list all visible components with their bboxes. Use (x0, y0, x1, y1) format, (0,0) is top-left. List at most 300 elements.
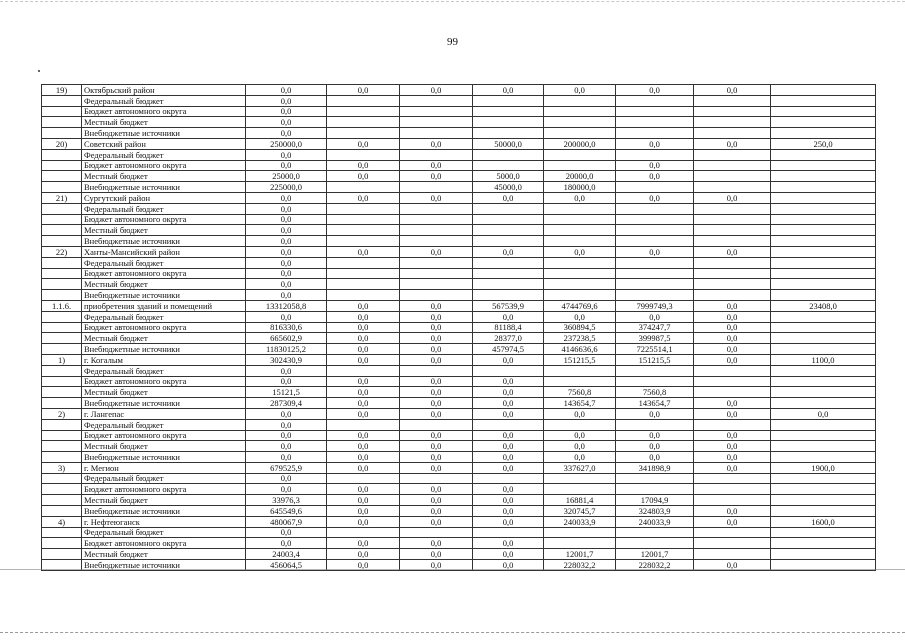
value-cell-3: 0,0 (400, 333, 473, 344)
value-cell-3 (400, 268, 473, 279)
value-cell-3 (400, 117, 473, 128)
value-cell-6 (616, 203, 694, 214)
table-row (42, 311, 876, 322)
value-cell-8: 0,0 (771, 408, 876, 419)
value-cell-8 (771, 117, 876, 128)
value-cell-2: 0,0 (327, 484, 400, 495)
value-cell-4 (473, 214, 544, 225)
value-cell-7 (694, 484, 771, 495)
value-cell-7 (694, 214, 771, 225)
value-cell-5: 0,0 (544, 430, 616, 441)
value-cell-8 (771, 106, 876, 117)
table-row (42, 160, 876, 171)
value-cell-1: 0,0 (246, 279, 327, 290)
value-cell-2: 0,0 (327, 85, 400, 96)
value-cell-8 (771, 311, 876, 322)
value-cell-1: 0,0 (246, 473, 327, 484)
value-cell-1: 0,0 (246, 117, 327, 128)
value-cell-8 (771, 506, 876, 517)
value-cell-2 (327, 268, 400, 279)
table-row (42, 214, 876, 225)
value-cell-7: 0,0 (694, 430, 771, 441)
value-cell-2: 0,0 (327, 376, 400, 387)
value-cell-8 (771, 473, 876, 484)
value-cell-1: 480067,9 (246, 516, 327, 527)
table-row (42, 376, 876, 387)
bottom-scan-rule (0, 632, 905, 633)
table-row (42, 527, 876, 538)
value-cell-6 (616, 95, 694, 106)
value-cell-4: 0,0 (473, 506, 544, 517)
row-label-cell: Федеральный бюджет (82, 365, 246, 376)
value-cell-2 (327, 473, 400, 484)
value-cell-1: 0,0 (246, 452, 327, 463)
row-label-cell: Бюджет автономного округа (82, 430, 246, 441)
table-row (42, 462, 876, 473)
row-label-cell: Местный бюджет (82, 279, 246, 290)
value-cell-8 (771, 441, 876, 452)
value-cell-7: 0,0 (694, 560, 771, 571)
table-row (42, 85, 876, 96)
value-cell-5 (544, 279, 616, 290)
row-number-cell (42, 322, 82, 333)
row-number-cell (42, 452, 82, 463)
value-cell-5 (544, 268, 616, 279)
value-cell-6: 0,0 (616, 138, 694, 149)
table-row (42, 117, 876, 128)
value-cell-8 (771, 419, 876, 430)
budget-table (41, 84, 876, 571)
value-cell-3 (400, 128, 473, 139)
value-cell-4: 81188,4 (473, 322, 544, 333)
value-cell-3: 0,0 (400, 462, 473, 473)
value-cell-3: 0,0 (400, 516, 473, 527)
row-number-cell (42, 214, 82, 225)
table-row (42, 495, 876, 506)
row-label-cell: Федеральный бюджет (82, 473, 246, 484)
row-label-cell: Бюджет автономного округа (82, 268, 246, 279)
value-cell-7 (694, 419, 771, 430)
row-number-cell (42, 149, 82, 160)
value-cell-3 (400, 419, 473, 430)
value-cell-8 (771, 290, 876, 301)
value-cell-1: 0,0 (246, 430, 327, 441)
row-label-cell: Бюджет автономного округа (82, 106, 246, 117)
value-cell-7 (694, 203, 771, 214)
value-cell-8 (771, 171, 876, 182)
value-cell-1: 0,0 (246, 419, 327, 430)
value-cell-8 (771, 387, 876, 398)
value-cell-6 (616, 419, 694, 430)
value-cell-1: 0,0 (246, 290, 327, 301)
value-cell-7 (694, 473, 771, 484)
value-cell-4: 0,0 (473, 560, 544, 571)
value-cell-7: 0,0 (694, 85, 771, 96)
table-row (42, 419, 876, 430)
value-cell-2: 0,0 (327, 333, 400, 344)
value-cell-2: 0,0 (327, 430, 400, 441)
value-cell-8 (771, 268, 876, 279)
row-number-cell (42, 95, 82, 106)
value-cell-7 (694, 95, 771, 106)
table-row (42, 279, 876, 290)
value-cell-3: 0,0 (400, 160, 473, 171)
value-cell-8 (771, 225, 876, 236)
value-cell-5: 0,0 (544, 85, 616, 96)
value-cell-5: 4744769,6 (544, 300, 616, 311)
value-cell-3 (400, 106, 473, 117)
table-row (42, 473, 876, 484)
row-number-cell (42, 387, 82, 398)
row-label-cell: Внебюджетные источники (82, 398, 246, 409)
row-label-cell: Федеральный бюджет (82, 203, 246, 214)
value-cell-5: 143654,7 (544, 398, 616, 409)
value-cell-6: 0,0 (616, 441, 694, 452)
value-cell-1: 250000,0 (246, 138, 327, 149)
row-label-cell: Бюджет автономного округа (82, 376, 246, 387)
value-cell-3 (400, 236, 473, 247)
page-number: 99 (447, 36, 458, 48)
value-cell-8 (771, 85, 876, 96)
value-cell-7: 0,0 (694, 311, 771, 322)
value-cell-7: 0,0 (694, 138, 771, 149)
row-number-cell (42, 225, 82, 236)
value-cell-3: 0,0 (400, 538, 473, 549)
row-label-cell: Октябрьский район (82, 85, 246, 96)
value-cell-4 (473, 95, 544, 106)
value-cell-5 (544, 236, 616, 247)
row-label-cell: г. Когалым (82, 354, 246, 365)
value-cell-5 (544, 376, 616, 387)
row-number-cell (42, 398, 82, 409)
table-row (42, 549, 876, 560)
value-cell-4: 45000,0 (473, 182, 544, 193)
row-number-cell (42, 279, 82, 290)
value-cell-3: 0,0 (400, 300, 473, 311)
value-cell-3 (400, 225, 473, 236)
value-cell-1: 0,0 (246, 268, 327, 279)
row-number-cell: 1) (42, 354, 82, 365)
value-cell-2: 0,0 (327, 516, 400, 527)
value-cell-8 (771, 246, 876, 257)
value-cell-3: 0,0 (400, 484, 473, 495)
value-cell-4: 0,0 (473, 549, 544, 560)
table-row (42, 516, 876, 527)
value-cell-7: 0,0 (694, 354, 771, 365)
value-cell-6: 0,0 (616, 452, 694, 463)
value-cell-5: 0,0 (544, 452, 616, 463)
row-number-cell (42, 311, 82, 322)
value-cell-6: 0,0 (616, 246, 694, 257)
value-cell-5: 240033,9 (544, 516, 616, 527)
value-cell-2: 0,0 (327, 300, 400, 311)
value-cell-4: 0,0 (473, 495, 544, 506)
value-cell-1: 816330,6 (246, 322, 327, 333)
value-cell-6 (616, 376, 694, 387)
value-cell-5 (544, 203, 616, 214)
row-number-cell (42, 160, 82, 171)
value-cell-2 (327, 257, 400, 268)
value-cell-8 (771, 149, 876, 160)
row-label-cell: Бюджет автономного округа (82, 160, 246, 171)
table-row (42, 344, 876, 355)
value-cell-1: 665602,9 (246, 333, 327, 344)
table-row (42, 430, 876, 441)
value-cell-4 (473, 225, 544, 236)
value-cell-7 (694, 365, 771, 376)
value-cell-1: 0,0 (246, 203, 327, 214)
value-cell-8 (771, 365, 876, 376)
value-cell-7: 0,0 (694, 398, 771, 409)
value-cell-1: 0,0 (246, 149, 327, 160)
row-label-cell: Местный бюджет (82, 495, 246, 506)
value-cell-7 (694, 279, 771, 290)
row-number-cell: 19) (42, 85, 82, 96)
value-cell-2 (327, 527, 400, 538)
value-cell-3: 0,0 (400, 506, 473, 517)
value-cell-4: 0,0 (473, 408, 544, 419)
value-cell-7 (694, 117, 771, 128)
table-row (42, 128, 876, 139)
table-row (42, 387, 876, 398)
row-number-cell: 4) (42, 516, 82, 527)
row-number-cell: 2) (42, 408, 82, 419)
value-cell-4: 50000,0 (473, 138, 544, 149)
value-cell-5: 12001,7 (544, 549, 616, 560)
value-cell-8 (771, 398, 876, 409)
value-cell-2 (327, 95, 400, 106)
value-cell-4 (473, 106, 544, 117)
value-cell-1: 0,0 (246, 257, 327, 268)
row-label-cell: Федеральный бюджет (82, 95, 246, 106)
value-cell-8 (771, 160, 876, 171)
row-number-cell (42, 344, 82, 355)
value-cell-1: 24003,4 (246, 549, 327, 560)
row-number-cell (42, 473, 82, 484)
value-cell-5 (544, 128, 616, 139)
value-cell-8 (771, 333, 876, 344)
row-label-cell: Местный бюджет (82, 117, 246, 128)
value-cell-8: 1100,0 (771, 354, 876, 365)
table-row (42, 225, 876, 236)
value-cell-4 (473, 128, 544, 139)
value-cell-3 (400, 257, 473, 268)
value-cell-6: 0,0 (616, 85, 694, 96)
value-cell-3 (400, 203, 473, 214)
row-label-cell: Внебюджетные источники (82, 182, 246, 193)
value-cell-1: 25000,0 (246, 171, 327, 182)
row-number-cell (42, 290, 82, 301)
row-label-cell: Местный бюджет (82, 171, 246, 182)
value-cell-2: 0,0 (327, 495, 400, 506)
value-cell-4: 0,0 (473, 85, 544, 96)
value-cell-2: 0,0 (327, 506, 400, 517)
value-cell-3 (400, 365, 473, 376)
value-cell-7: 0,0 (694, 246, 771, 257)
value-cell-3: 0,0 (400, 85, 473, 96)
value-cell-6: 143654,7 (616, 398, 694, 409)
value-cell-1: 302430,9 (246, 354, 327, 365)
value-cell-2: 0,0 (327, 462, 400, 473)
value-cell-6 (616, 268, 694, 279)
value-cell-6: 151215,5 (616, 354, 694, 365)
value-cell-8 (771, 484, 876, 495)
value-cell-3: 0,0 (400, 344, 473, 355)
value-cell-5: 151215,5 (544, 354, 616, 365)
value-cell-2 (327, 203, 400, 214)
row-label-cell: г. Нефтеюганск (82, 516, 246, 527)
table-body (42, 85, 876, 571)
table-row (42, 398, 876, 409)
row-number-cell: 21) (42, 192, 82, 203)
value-cell-4: 0,0 (473, 452, 544, 463)
row-number-cell (42, 506, 82, 517)
row-number-cell: 20) (42, 138, 82, 149)
value-cell-6 (616, 236, 694, 247)
value-cell-4 (473, 279, 544, 290)
value-cell-6 (616, 290, 694, 301)
value-cell-2 (327, 365, 400, 376)
value-cell-4: 5000,0 (473, 171, 544, 182)
value-cell-5 (544, 95, 616, 106)
value-cell-1: 0,0 (246, 85, 327, 96)
value-cell-2 (327, 149, 400, 160)
row-label-cell: Федеральный бюджет (82, 311, 246, 322)
value-cell-1: 15121,5 (246, 387, 327, 398)
row-number-cell (42, 527, 82, 538)
value-cell-2: 0,0 (327, 138, 400, 149)
value-cell-5: 4146636,6 (544, 344, 616, 355)
value-cell-1: 0,0 (246, 225, 327, 236)
value-cell-6 (616, 182, 694, 193)
value-cell-1: 0,0 (246, 527, 327, 538)
value-cell-6: 0,0 (616, 311, 694, 322)
value-cell-6 (616, 365, 694, 376)
value-cell-8 (771, 128, 876, 139)
row-label-cell: Федеральный бюджет (82, 149, 246, 160)
value-cell-4: 0,0 (473, 387, 544, 398)
value-cell-5: 320745,7 (544, 506, 616, 517)
value-cell-2 (327, 279, 400, 290)
row-label-cell: Внебюджетные источники (82, 452, 246, 463)
value-cell-7: 0,0 (694, 322, 771, 333)
value-cell-1: 0,0 (246, 128, 327, 139)
value-cell-5: 237238,5 (544, 333, 616, 344)
value-cell-4 (473, 473, 544, 484)
value-cell-2: 0,0 (327, 246, 400, 257)
value-cell-5 (544, 106, 616, 117)
value-cell-5: 0,0 (544, 311, 616, 322)
value-cell-6: 7225514,1 (616, 344, 694, 355)
value-cell-2: 0,0 (327, 160, 400, 171)
value-cell-4: 28377,0 (473, 333, 544, 344)
value-cell-2 (327, 182, 400, 193)
table-row (42, 257, 876, 268)
value-cell-8 (771, 95, 876, 106)
row-label-cell: Внебюджетные источники (82, 290, 246, 301)
value-cell-4 (473, 160, 544, 171)
value-cell-6: 0,0 (616, 408, 694, 419)
value-cell-6: 228032,2 (616, 560, 694, 571)
value-cell-3 (400, 473, 473, 484)
row-label-cell: Сургутский район (82, 192, 246, 203)
value-cell-1: 0,0 (246, 160, 327, 171)
row-number-cell (42, 549, 82, 560)
value-cell-6: 240033,9 (616, 516, 694, 527)
value-cell-5 (544, 160, 616, 171)
value-cell-5: 20000,0 (544, 171, 616, 182)
row-label-cell: Федеральный бюджет (82, 257, 246, 268)
value-cell-5: 200000,0 (544, 138, 616, 149)
value-cell-2: 0,0 (327, 441, 400, 452)
value-cell-3: 0,0 (400, 354, 473, 365)
table-row (42, 182, 876, 193)
value-cell-7 (694, 128, 771, 139)
value-cell-4 (473, 268, 544, 279)
value-cell-3 (400, 149, 473, 160)
row-number-cell (42, 236, 82, 247)
table-row (42, 354, 876, 365)
value-cell-7: 0,0 (694, 408, 771, 419)
value-cell-8: 23408,0 (771, 300, 876, 311)
row-number-cell (42, 203, 82, 214)
row-number-cell (42, 182, 82, 193)
value-cell-1: 13312058,8 (246, 300, 327, 311)
value-cell-2 (327, 214, 400, 225)
value-cell-2 (327, 419, 400, 430)
row-number-cell (42, 430, 82, 441)
value-cell-3: 0,0 (400, 549, 473, 560)
table-row (42, 171, 876, 182)
row-label-cell: Внебюджетные источники (82, 128, 246, 139)
value-cell-3: 0,0 (400, 560, 473, 571)
table-row (42, 408, 876, 419)
value-cell-7 (694, 387, 771, 398)
value-cell-6: 341898,9 (616, 462, 694, 473)
value-cell-3: 0,0 (400, 171, 473, 182)
value-cell-3: 0,0 (400, 138, 473, 149)
value-cell-5 (544, 225, 616, 236)
value-cell-2 (327, 117, 400, 128)
row-label-cell: Бюджет автономного округа (82, 322, 246, 333)
row-label-cell: г. Лангепас (82, 408, 246, 419)
value-cell-1: 0,0 (246, 441, 327, 452)
row-number-cell: 3) (42, 462, 82, 473)
table-row (42, 203, 876, 214)
value-cell-6 (616, 225, 694, 236)
value-cell-3 (400, 279, 473, 290)
row-number-cell (42, 495, 82, 506)
value-cell-8 (771, 452, 876, 463)
table-row (42, 322, 876, 333)
value-cell-3: 0,0 (400, 441, 473, 452)
table-row (42, 506, 876, 517)
table-row (42, 290, 876, 301)
value-cell-1: 0,0 (246, 408, 327, 419)
value-cell-8 (771, 192, 876, 203)
table-row (42, 300, 876, 311)
value-cell-7 (694, 527, 771, 538)
value-cell-5 (544, 290, 616, 301)
row-label-cell: г. Мегион (82, 462, 246, 473)
value-cell-4 (473, 365, 544, 376)
value-cell-1: 11830125,2 (246, 344, 327, 355)
scan-speck (38, 70, 40, 72)
value-cell-4 (473, 257, 544, 268)
value-cell-4: 0,0 (473, 246, 544, 257)
value-cell-7 (694, 106, 771, 117)
value-cell-5 (544, 419, 616, 430)
